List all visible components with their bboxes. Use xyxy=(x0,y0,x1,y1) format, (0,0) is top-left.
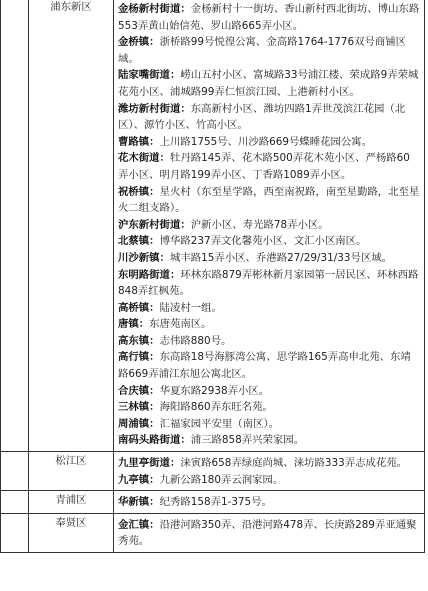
location-entry xyxy=(118,34,420,67)
location-text: 东唐苑南区。 xyxy=(149,318,212,331)
location-entry xyxy=(118,333,420,350)
subdistrict-name: 高行镇： xyxy=(118,351,160,364)
location-text: 东高新村小区、潍坊四路1弄世茂滨江花园（北区）、源竹小区、竹高小区。 xyxy=(118,102,406,132)
location-entry xyxy=(118,233,420,250)
subdistrict-name: 祝桥镇： xyxy=(118,185,160,198)
subdistrict-name: 南码头路街道： xyxy=(118,434,191,447)
location-entry xyxy=(118,494,420,511)
table-row xyxy=(1,491,425,514)
subdistrict-name: 北蔡镇： xyxy=(118,235,160,248)
subdistrict-name: 东明路街道： xyxy=(118,268,181,281)
location-text: 博华路237弄文化馨苑小区、文汇小区南区。 xyxy=(159,235,367,248)
location-text: 陆凌村一组。 xyxy=(159,301,222,314)
blank-cell xyxy=(1,491,29,514)
location-text: 环林东路879弄彬林新月家园第一居民区、环林西路848弄红枫苑。 xyxy=(118,268,419,298)
subdistrict-name: 花木街道： xyxy=(118,152,170,165)
location-text: 上川路1755号、川沙路669号蝶睡花园公寓。 xyxy=(159,135,373,148)
location-entry xyxy=(118,432,420,449)
subdistrict-name: 三林镇： xyxy=(118,401,160,414)
subdistrict-name: 华新镇： xyxy=(118,496,160,509)
location-entry xyxy=(118,517,420,550)
location-text: 浙桥路99号悦徨公寓、金高路1764-1776双号商铺区域。 xyxy=(118,36,407,65)
subdistrict-name: 沪东新村街道： xyxy=(118,218,191,231)
location-text: 九新公路180弄云润家园。 xyxy=(159,473,284,486)
subdistrict-name: 川沙新镇： xyxy=(118,251,170,264)
location-entry xyxy=(118,250,420,267)
location-entry xyxy=(118,217,420,234)
location-entry xyxy=(118,472,420,489)
location-text: 沿港河路350弄、沿港河路478弄、长庚路289弄亚通聚秀苑。 xyxy=(118,518,417,548)
location-entry xyxy=(118,416,420,433)
location-text: 沪新小区、寿光路78弄小区。 xyxy=(190,218,329,231)
subdistrict-name: 九里亭街道： xyxy=(118,457,181,470)
location-text: 志伟路880号。 xyxy=(159,334,232,347)
subdistrict-name: 周浦镇： xyxy=(118,417,160,430)
subdistrict-name: 陆家嘴街道： xyxy=(118,69,181,82)
location-text: 汇福家园平安里（南区）。 xyxy=(159,417,280,430)
subdistrict-name: 潍坊新村街道： xyxy=(118,102,191,115)
location-entry xyxy=(118,349,420,382)
location-text: 涞寅路658弄绿庭尚城、涞坊路333弄志成花苑。 xyxy=(180,457,408,470)
location-entry xyxy=(118,184,420,217)
district-cell: 青浦区 xyxy=(29,491,114,514)
table-row xyxy=(1,513,425,552)
location-entry xyxy=(118,316,420,333)
location-entry xyxy=(118,399,420,416)
table-body xyxy=(1,0,425,553)
locations-cell xyxy=(114,452,425,491)
location-entry xyxy=(118,67,420,100)
subdistrict-name: 金杨新村街道： xyxy=(118,3,191,15)
district-cell: 奉贤区 xyxy=(29,513,114,552)
subdistrict-name: 金桥镇： xyxy=(118,36,160,49)
district-cell: 松江区 xyxy=(29,452,114,491)
location-entry xyxy=(118,1,420,34)
blank-cell xyxy=(1,513,29,552)
location-text: 东高路18号海豚湾公寓、思学路165弄高申北苑、东靖路669弄浦江东旭公寓北区。 xyxy=(118,351,411,381)
location-entry xyxy=(118,267,420,300)
subdistrict-name: 曹路镇： xyxy=(118,135,160,148)
district-cell: 浦东新区 xyxy=(29,0,114,452)
subdistrict-name: 合庆镇： xyxy=(118,384,160,397)
locations-cell xyxy=(114,491,425,514)
location-entry xyxy=(118,150,420,183)
location-text: 城丰路15弄小区、乔港路27/29/31/33号区域。 xyxy=(169,251,393,264)
table-row xyxy=(1,0,425,452)
table-row xyxy=(1,452,425,491)
subdistrict-name: 高东镇： xyxy=(118,334,160,347)
location-text: 纪秀路158弄1-375号。 xyxy=(159,496,272,509)
subdistrict-name: 九亭镇： xyxy=(118,473,160,486)
locations-cell xyxy=(114,513,425,552)
location-entry xyxy=(118,300,420,317)
location-entry xyxy=(118,101,420,134)
subdistrict-name: 唐镇： xyxy=(118,318,150,331)
location-text: 星火村（东至星学路，西至南祝路，南至星勤路，北至星火二组支路）。 xyxy=(118,185,420,215)
location-entry xyxy=(118,134,420,151)
blank-cell xyxy=(1,452,29,491)
location-entry xyxy=(118,455,420,472)
subdistrict-name: 高桥镇： xyxy=(118,301,160,314)
location-text: 海阳路860弄东旺名苑。 xyxy=(159,401,273,414)
subdistrict-name: 金汇镇： xyxy=(118,518,160,531)
location-text: 金杨新村十一街坊、香山新村西北街坊、博山东路553弄黄山始信苑、罗山路665弄小区。 xyxy=(118,3,420,32)
location-text: 崂山五村小区、富城路33号浦江楼、荣成路9弄荣城花苑小区、浦城路99弄仁恒滨江园、上港新村小区。 xyxy=(118,69,419,98)
blank-cell xyxy=(1,0,29,452)
locations-cell xyxy=(114,0,425,452)
location-text: 华夏东路2938弄小区。 xyxy=(159,384,270,397)
location-entry xyxy=(118,383,420,400)
location-text: 牡丹路145弄、花木路500弄花木苑小区、严杨路60弄小区、明月路199弄小区、丁香路1089弄小区。 xyxy=(118,152,410,181)
location-text: 浦三路858弄兴荣家园。 xyxy=(190,434,305,447)
